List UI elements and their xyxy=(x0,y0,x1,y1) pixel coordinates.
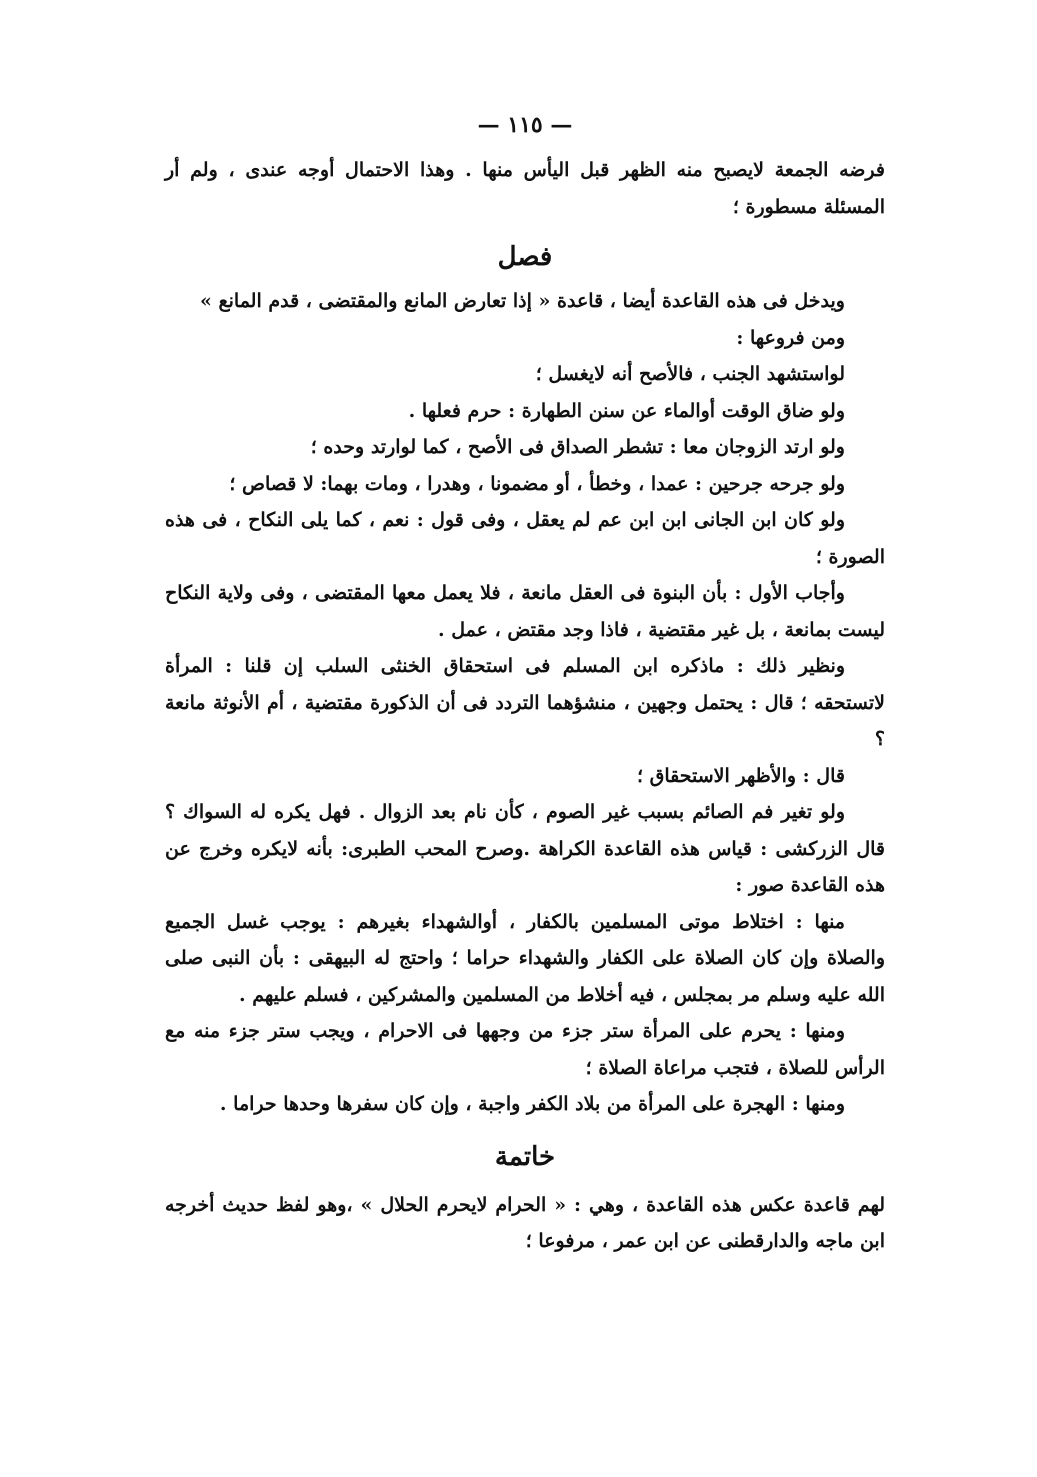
paragraph: ولو ارتد الزوجان معا : تشطر الصداق فى الأصح ، كما لوارتد وحده ؛ xyxy=(310,436,845,458)
paragraph: منها : اختلاط موتى المسلمين بالكفار ، أوالشهداء بغيرهم : يوجب غسل الجميع والصلاة وإن كان الصلاة على الكفار والشهداء حراما ؛ واحتج له البيهقى : بأن النبى صلى الله عليه وسلم مر بمجلس ، فيه أخلاط من المسلمين والمشركين ، فسلم عليهم . xyxy=(165,910,885,1006)
section-heading-fasl: فصل xyxy=(497,242,553,272)
paragraph: ولو تغير فم الصائم بسبب غير الصوم ، كأن نام بعد الزوال . فهل يكره له السواك ؟ قال الزركشى : قياس هذه القاعدة الكراهة .وصرح المحب الطبرى: بأنه لايكره وخرج عن هذه القاعدة صور : xyxy=(165,801,885,896)
paragraph: ويدخل فى هذه القاعدة أيضا ، قاعدة « إذا تعارض المانع والمقتضى ، قدم المانع » xyxy=(200,290,845,312)
paragraph: ولو كان ابن الجانى ابن ابن عم لم يعقل ، وفى قول : نعم ، كما يلى النكاح ، فى هذه الصورة ؛ xyxy=(165,509,885,568)
page-number: — ١١٥ — xyxy=(477,112,573,138)
document-page xyxy=(165,112,885,1260)
paragraph: لواستشهد الجنب ، فالأصح أنه لايغسل ؛ xyxy=(535,363,845,385)
paragraph: ومنها : يحرم على المرأة ستر جزء من وجهها فى الاحرام ، ويجب ستر جزء منه مع الرأس للصلاة ، فتجب مراعاة الصلاة ؛ xyxy=(165,1020,885,1079)
paragraph: ومنها : الهجرة على المرأة من بلاد الكفر واجبة ، وإن كان سفرها وحدها حراما . xyxy=(219,1093,845,1115)
paragraph: وأجاب الأول : بأن البنوة فى العقل مانعة ، فلا يعمل معها المقتضى ، وفى ولاية النكاح ليست بمانعة ، بل غير مقتضية ، فاذا وجد مقتض ، عمل . xyxy=(165,582,885,641)
paragraph: ولو جرحه جرحين : عمدا ، وخطأ ، أو مضمونا ، وهدرا ، ومات بهما: لا قصاص ؛ xyxy=(229,472,845,495)
paragraph: لهم قاعدة عكس هذه القاعدة ، وهي : « الحرام لايحرم الحلال » ،وهو لفظ حديث أخرجه ابن ماجه والدارقطنى عن ابن عمر ، مرفوعا ؛ xyxy=(165,1193,885,1252)
paragraph: قال : والأظهر الاستحقاق ؛ xyxy=(636,764,845,787)
paragraph: ونظير ذلك : ماذكره ابن المسلم فى استحقاق الخنثى السلب إن قلنا : المرأة لاتستحقه ؛ قال : يحتمل وجهين ، منشؤهما التردد فى أن الذكورة مقتضية ، أم الأنوثة مانعة ؟ xyxy=(165,655,885,750)
section-heading-khatima: خاتمة xyxy=(494,1141,556,1172)
paragraph: ولو ضاق الوقت أوالماء عن سنن الطهارة : حرم فعلها . xyxy=(408,399,845,422)
intro-paragraph: فرضه الجمعة لايصبح منه الظهر قبل اليأس منها . وهذا الاحتمال أوجه عندى ، ولم أر المسئلة مسطورة ؛ xyxy=(165,159,885,218)
paragraph: ومن فروعها : xyxy=(736,326,845,349)
